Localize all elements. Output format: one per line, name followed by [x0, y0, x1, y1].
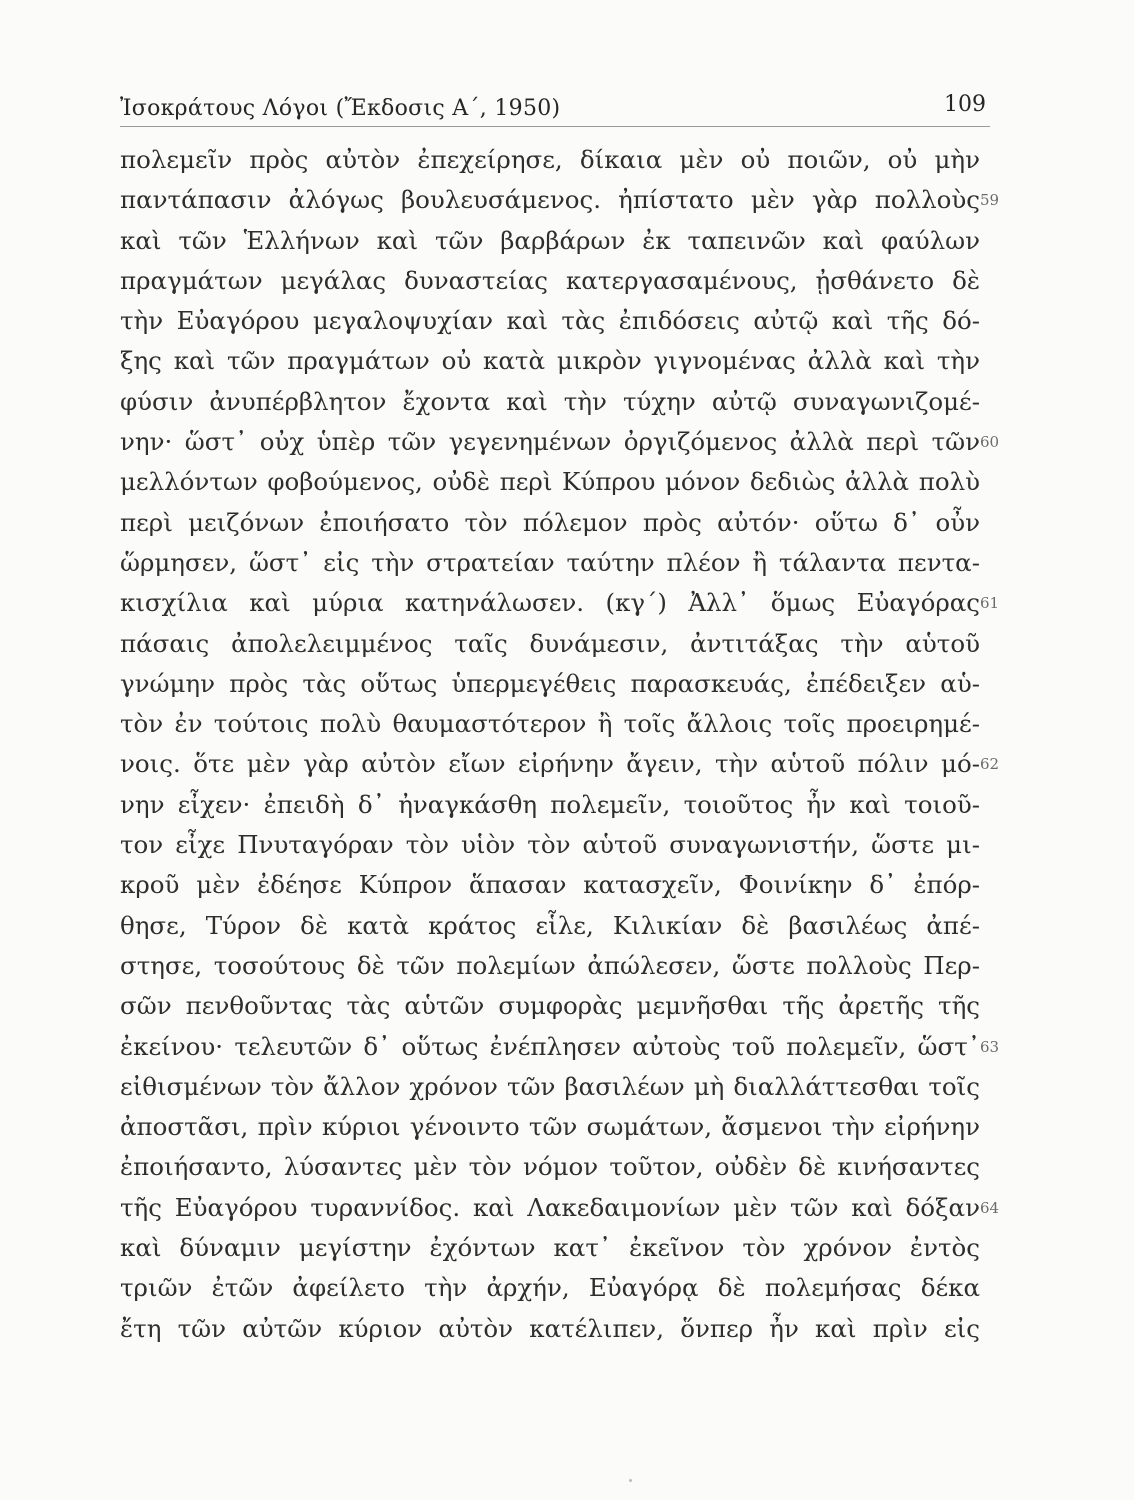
- text-line: [120, 946, 980, 986]
- text-line: [120, 503, 980, 543]
- line-text: ὥρμησεν, ὥστ᾽ εἰς τὴν στρατείαν ταύτην πλέον ἢ τάλαντα πεντα-: [120, 547, 980, 577]
- text-line: [120, 543, 980, 583]
- line-text: τον εἶχε Πνυταγόραν τὸν υἱὸν τὸν αὑτοῦ συναγωνιστήν, ὥστε μι-: [120, 830, 980, 860]
- line-text: φύσιν ἀνυπέρβλητον ἔχοντα καὶ τὴν τύχην αὐτῷ συναγωνιζομέ-: [120, 386, 980, 416]
- line-text: μελλόντων φοβούμενος, οὐδὲ περὶ Κύπρου μόνον δεδιὼς ἀλλὰ πολὺ: [120, 467, 980, 497]
- text-line: [120, 704, 980, 744]
- margin-section-number: 63: [980, 1037, 1000, 1056]
- margin-section-number: 61: [980, 594, 1000, 613]
- line-text: καὶ τῶν Ἑλλήνων καὶ τῶν βαρβάρων ἐκ ταπεινῶν καὶ φαύλων: [120, 225, 980, 255]
- text-line: [120, 422, 1000, 462]
- text-line: [120, 744, 1000, 784]
- text-line: [120, 221, 980, 261]
- line-text: περὶ μειζόνων ἐποιήσατο τὸν πόλεμον πρὸς αὐτόν· οὕτω δ᾽ οὖν: [120, 507, 980, 537]
- text-line: [120, 785, 980, 825]
- text-line: [120, 301, 980, 341]
- line-text: τὸν ἐν τούτοις πολὺ θαυμαστότερον ἢ τοῖς ἄλλοις τοῖς προειρημέ-: [120, 709, 980, 739]
- text-line: [120, 1147, 980, 1187]
- line-text: νην εἶχεν· ἐπειδὴ δ᾽ ἠναγκάσθη πολεμεῖν, τοιοῦτος ἦν καὶ τοιοῦ-: [120, 789, 980, 819]
- line-text: σῶν πενθοῦντας τὰς αὑτῶν συμφορὰς μεμνῆσθαι τῆς ἀρετῆς τῆς: [120, 991, 980, 1021]
- text-line: [120, 986, 980, 1026]
- line-text: κισχίλια καὶ μύρια κατηνάλωσεν. (κγ΄) Ἀλλ᾽ ὅμως Εὐαγόρας: [120, 588, 980, 618]
- text-line: [120, 1268, 980, 1308]
- line-text: θησε, Τύρον δὲ κατὰ κράτος εἷλε, Κιλικίαν δὲ βασιλέως ἀπέ-: [120, 910, 980, 940]
- text-body: [120, 140, 1000, 1349]
- text-line: [120, 1067, 980, 1107]
- margin-section-number: 64: [980, 1198, 1000, 1217]
- text-line: [120, 462, 980, 502]
- text-line: [120, 1107, 980, 1147]
- text-line: [120, 825, 980, 865]
- text-line: [120, 1027, 1000, 1067]
- margin-section-number: 60: [980, 433, 1000, 452]
- line-text: τριῶν ἐτῶν ἀφείλετο τὴν ἀρχήν, Εὐαγόρᾳ δὲ πολεμήσας δέκα: [120, 1273, 980, 1303]
- line-text: πάσαις ἀπολελειμμένος ταῖς δυνάμεσιν, ἀντιτάξας τὴν αὑτοῦ: [120, 628, 980, 658]
- line-text: ἔτη τῶν αὐτῶν κύριον αὐτὸν κατέλιπεν, ὅνπερ ἦν καὶ πρὶν εἰς: [120, 1313, 980, 1343]
- page-header: [120, 92, 990, 127]
- text-line: [120, 261, 980, 301]
- line-text: γνώμην πρὸς τὰς οὕτως ὑπερμεγέθεις παρασκευάς, ἐπέδειξεν αὑ-: [120, 668, 980, 698]
- line-text: τὴν Εὐαγόρου μεγαλοψυχίαν καὶ τὰς ἐπιδόσεις αὐτῷ καὶ τῆς δό-: [120, 306, 980, 336]
- text-line: [120, 1309, 980, 1349]
- line-text: πολεμεῖν πρὸς αὐτὸν ἐπεχείρησε, δίκαια μὲν οὐ ποιῶν, οὐ μὴν: [120, 145, 980, 174]
- line-text: πραγμάτων μεγάλας δυναστείας κατεργασαμένους, ᾐσθάνετο δὲ: [120, 265, 980, 295]
- text-line: [120, 1228, 980, 1268]
- paper-speck: [629, 1479, 632, 1482]
- line-text: νοις. ὅτε μὲν γὰρ αὐτὸν εἴων εἰρήνην ἄγειν, τὴν αὑτοῦ πόλιν μό-: [120, 749, 980, 779]
- line-text: ἐκείνου· τελευτῶν δ᾽ οὕτως ἐνέπλησεν αὐτοὺς τοῦ πολεμεῖν, ὥστ᾽: [120, 1031, 980, 1061]
- line-text: ἀποστᾶσι, πρὶν κύριοι γένοιντο τῶν σωμάτων, ἄσμενοι τὴν εἰρήνην: [120, 1112, 980, 1142]
- text-line: [120, 1188, 1000, 1228]
- running-title: Ἰσοκράτους Λόγοι (Ἔκδοσις Α΄, 1950): [120, 96, 561, 121]
- text-line: [120, 341, 980, 381]
- text-line: [120, 664, 980, 704]
- text-line: [120, 583, 1000, 623]
- text-line: [120, 906, 980, 946]
- text-line: [120, 382, 980, 422]
- line-text: ἐποιήσαντο, λύσαντες μὲν τὸν νόμον τοῦτον, οὐδὲν δὲ κινήσαντες: [120, 1152, 980, 1182]
- line-text: στησε, τοσούτους δὲ τῶν πολεμίων ἀπώλεσεν, ὥστε πολλοὺς Περ-: [120, 950, 980, 980]
- line-text: καὶ δύναμιν μεγίστην ἐχόντων κατ᾽ ἐκεῖνον τὸν χρόνον ἐντὸς: [120, 1233, 980, 1263]
- text-line: [120, 865, 980, 905]
- line-text: νην· ὥστ᾽ οὐχ ὑπὲρ τῶν γεγενημένων ὀργιζόμενος ἀλλὰ περὶ τῶν: [120, 427, 980, 457]
- text-line: [120, 624, 980, 664]
- text-line: [120, 180, 1000, 220]
- margin-section-number: 59: [980, 191, 1000, 210]
- line-text: παντάπασιν ἀλόγως βουλευσάμενος. ἠπίστατο μὲν γὰρ πολλοὺς: [120, 185, 980, 215]
- margin-section-number: 62: [980, 755, 1000, 774]
- line-text: ξης καὶ τῶν πραγμάτων οὐ κατὰ μικρὸν γιγνομένας ἀλλὰ καὶ τὴν: [120, 346, 980, 376]
- text-line: [120, 140, 980, 180]
- line-text: τῆς Εὐαγόρου τυραννίδος. καὶ Λακεδαιμονίων μὲν τῶν καὶ δόξαν: [120, 1192, 980, 1222]
- line-text: κροῦ μὲν ἐδέησε Κύπρον ἅπασαν κατασχεῖν, Φοινίκην δ᾽ ἐπόρ-: [120, 870, 980, 900]
- page-number: 109: [944, 92, 986, 117]
- line-text: εἰθισμένων τὸν ἄλλον χρόνον τῶν βασιλέων μὴ διαλλάττεσθαι τοῖς: [120, 1071, 980, 1101]
